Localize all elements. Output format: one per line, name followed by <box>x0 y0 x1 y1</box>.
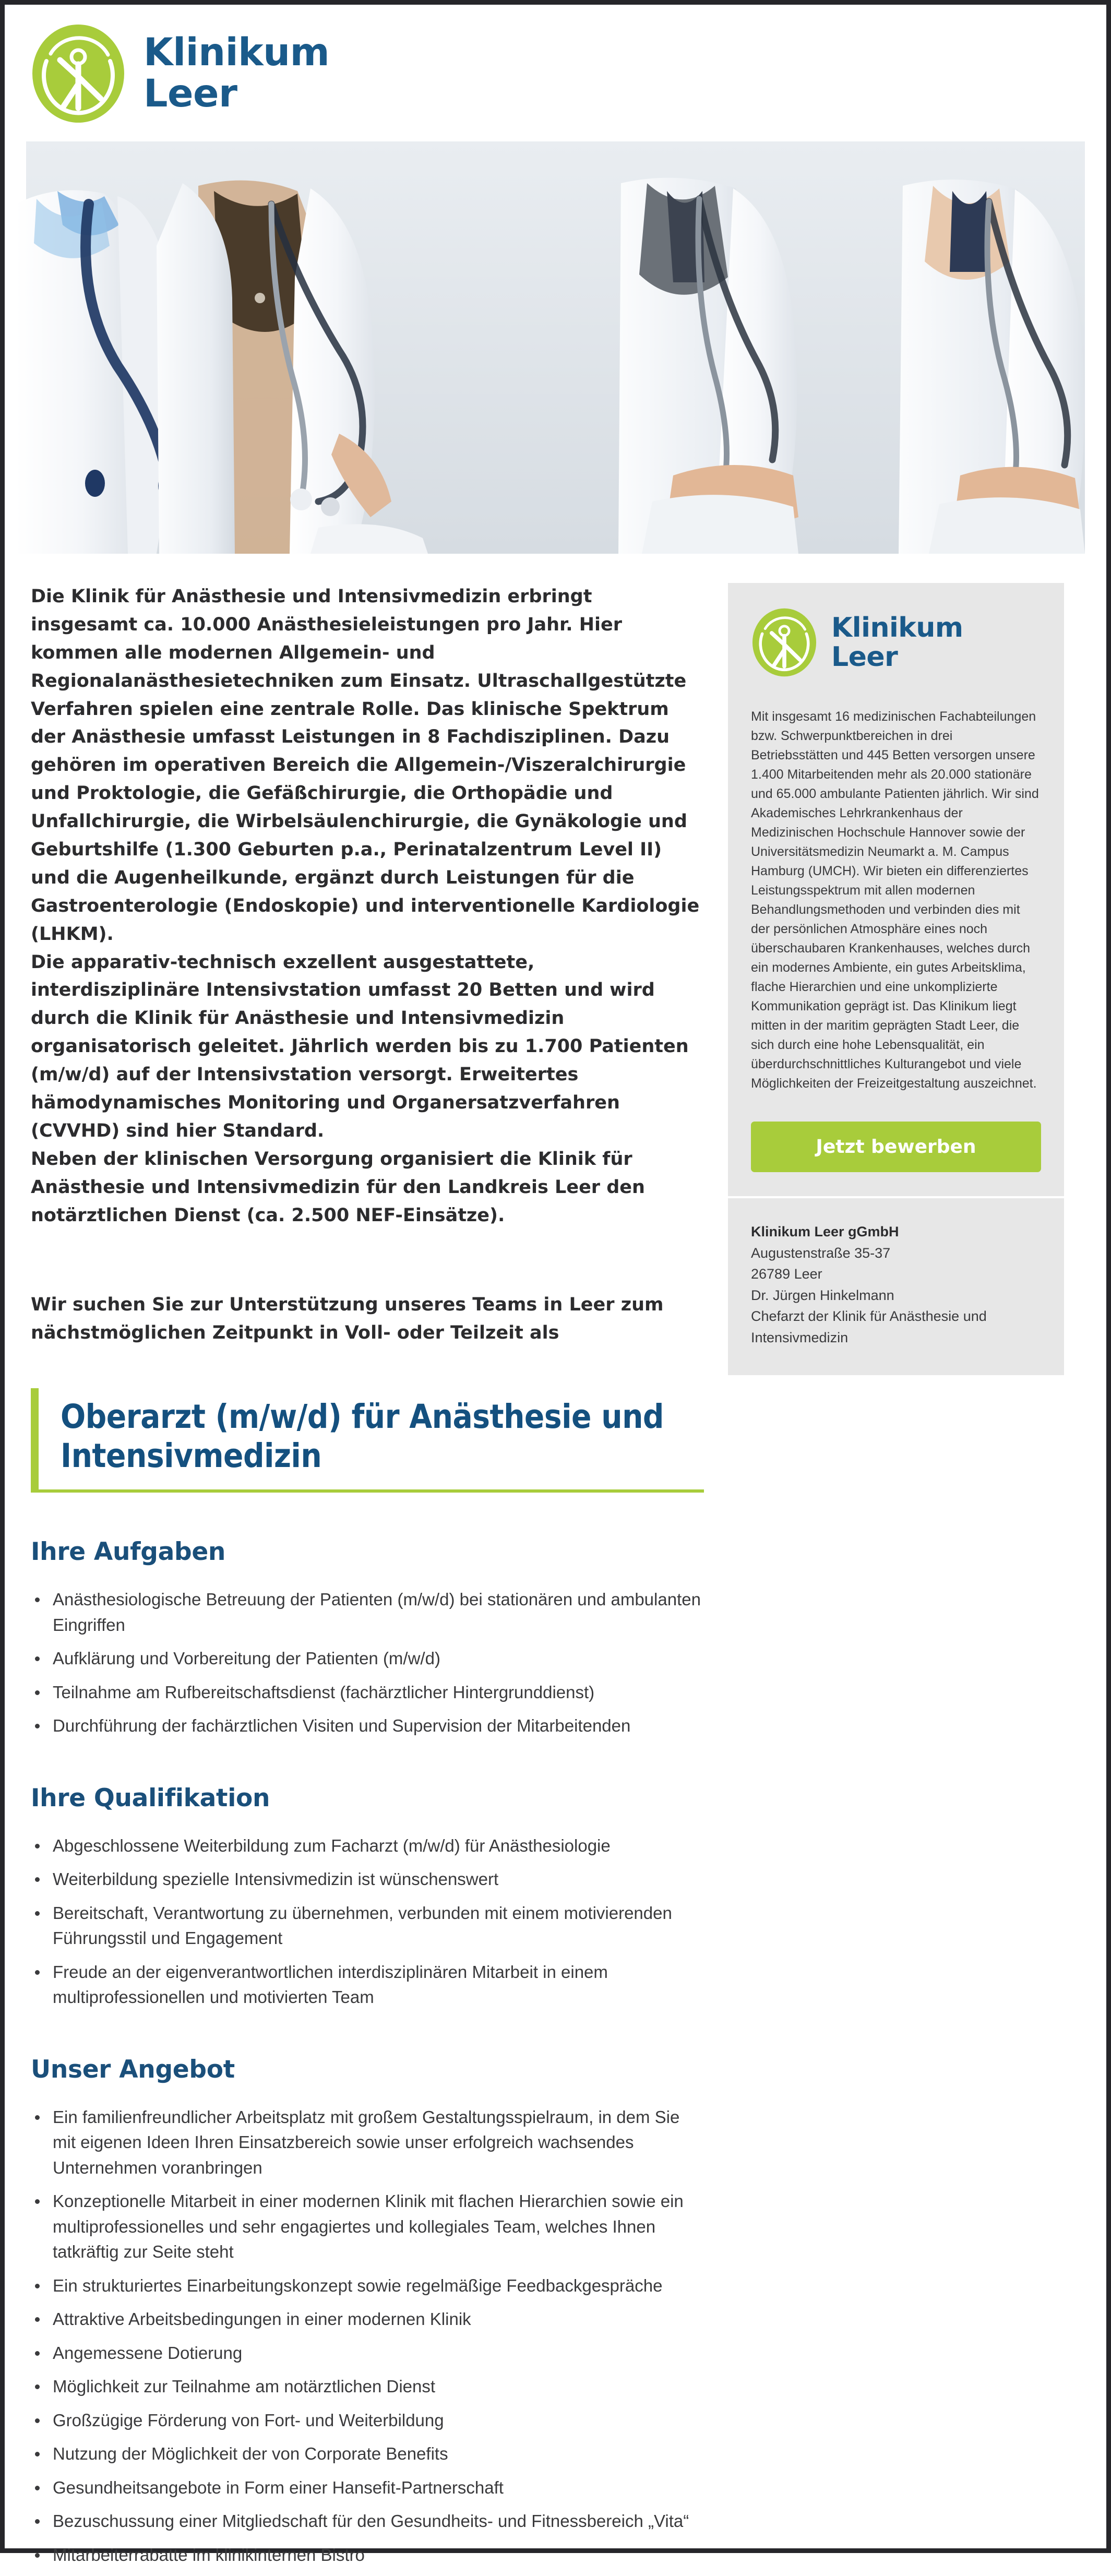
list-item: Durchführung der fachärztlichen Visiten und Supervision der Mitarbeitenden <box>31 1713 704 1739</box>
intro-text-block <box>31 583 704 1230</box>
qualifikation-list <box>31 1833 704 2010</box>
list-item: Attraktive Arbeitsbedingungen in einer modernen Klinik <box>31 2307 704 2332</box>
sidebar-brand-wordmark <box>831 613 963 672</box>
list-item: Großzügige Förderung von Fort- und Weiterbildung <box>31 2408 704 2434</box>
section-heading: Ihre Qualifikation <box>31 1783 270 1812</box>
list-item: Abgeschlossene Weiterbildung zum Facharzt (m/w/d) für Anästhesiologie <box>31 1833 704 1859</box>
list-item: Anästhesiologische Betreuung der Patienten (m/w/d) bei stationären und ambulanten Eingriffen <box>31 1587 704 1638</box>
brand-name-line2: Leer <box>144 71 237 116</box>
list-item: Bereitschaft, Verantwortung zu übernehmen, verbunden mit einem motivierenden Führungsstil und Engagement <box>31 1901 704 1951</box>
intro-paragraph-2: Die apparativ-technisch exzellent ausgestattete, interdisziplinäre Intensivstation umfasst 20 Betten und wird durch die Klinik für Anästhesie und Intensivmedizin organisatorisch geleitet. Jährlich werden bis zu 1.700 Patienten (m/w/d) auf der Intensivstation versorgt. Erweitertes hämodynamisches Monitoring und Organersatzverfahren (CVVHD) sind hier Standard. <box>31 951 689 1141</box>
angebot-list <box>31 2105 704 2568</box>
list-item: Angemessene Dotierung <box>31 2341 704 2366</box>
aufgaben-list <box>31 1587 704 1739</box>
list-item: Ein strukturiertes Einarbeitungskonzept sowie regelmäßige Feedbackgespräche <box>31 2273 704 2299</box>
contact-street: Augustenstraße 35-37 <box>751 1245 891 1261</box>
brand-name-line2: Leer <box>831 641 898 673</box>
list-item: Freude an der eigenverantwortlichen interdisziplinären Mitarbeit in einem multiprofessionellen und motivierten Team <box>31 1960 704 2010</box>
section-unser-angebot <box>31 2055 704 2568</box>
klinikum-leer-logo-icon <box>751 607 818 678</box>
list-item: Konzeptionelle Mitarbeit in einer modernen Klinik mit flachen Hierarchien sowie ein multiprofessionelles und sehr engagiertes und kollegiales Team, welches Ihnen tatkräftig zur Seite steht <box>31 2189 704 2265</box>
job-title-block <box>31 1388 704 1493</box>
section-heading: Ihre Aufgaben <box>31 1537 226 1567</box>
sidebar-card <box>728 583 1064 1375</box>
brand-name-line1: Klinikum <box>831 612 963 643</box>
contact-person: Dr. Jürgen Hinkelmann <box>751 1287 894 1303</box>
contact-organisation: Klinikum Leer gGmbH <box>751 1224 899 1239</box>
section-heading: Unser Angebot <box>31 2055 235 2084</box>
brand-wordmark <box>144 32 329 115</box>
list-item: Aufklärung und Vorbereitung der Patienten (m/w/d) <box>31 1646 704 1672</box>
section-ihre-aufgaben <box>31 1537 704 1739</box>
intro-paragraph-3: Neben der klinischen Versorgung organisiert die Klinik für Anästhesie und Intensivmedizin für den Landkreis Leer den notärztlichen Dienst (ca. 2.500 NEF-Einsätze). <box>31 1148 645 1226</box>
section-ihre-qualifikation <box>31 1784 704 2010</box>
list-item: Weiterbildung spezielle Intensivmedizin ist wünschenswert <box>31 1867 704 1892</box>
sidebar <box>728 583 1064 1375</box>
list-item: Nutzung der Möglichkeit der von Corporate Benefits <box>31 2441 704 2467</box>
page-content <box>5 554 1106 2576</box>
intro-paragraph-1: Die Klinik für Anästhesie und Intensivmedizin erbringt insgesamt ca. 10.000 Anästhesieleistungen pro Jahr. Hier kommen alle modernen Allgemein- und Regionalanästhesietechniken zum Einsatz. Ultraschallgestützte Verfahren spielen eine zentrale Rolle. Das klinische Spektrum der Anästhesie umfasst Leistungen in 8 Fachdisziplinen. Dazu gehören im operativen Bereich die Allgemein-/Viszeralchirurgie und Proktologie, die Gefäßchirurgie, die Orthopädie und Unfallchirurgie, die Wirbelsäulenchirurgie, die Gynäkologie und Geburtshilfe (1.300 Geburten p.a., Perinatalzentrum Level II) und die Augenheilkunde, ergänzt durch Leistungen für die Gastroenterologie (Endoskopie) und interventionelle Kardiologie (LHKM). <box>31 586 700 945</box>
sidebar-description: Mit insgesamt 16 medizinischen Fachabteilungen bzw. Schwerpunktbereichen in drei Betriebsstätten und 445 Betten versorgen unsere 1.400 Mitarbeitenden mehr als 20.000 stationäre und 65.000 ambulante Patienten jährlich. Wir sind Akademisches Lehrkrankenhaus der Medizinischen Hochschule Hannover sowie der Universitätsmedizin Neumarkt a. M. Campus Hamburg (UMCH). Wir bieten ein differenziertes Leistungsspektrum mit allen modernen Behandlungsmethoden und verbinden dies mit der persönlichen Atmosphäre eines noch überschaubaren Krankenhauses, welches durch ein modernes Ambiente, ein gutes Arbeitsklima, flache Hierarchien und eine unkomplizierte Kommunikation geprägt ist. Das Klinikum liegt mitten in der maritim geprägten Stadt Leer, die sich durch eine hohe Lebensqualität, ein überdurchschnittliches Kulturangebot und viele Möglichkeiten der Freizeitgestaltung auszeichnet. <box>751 709 1039 1091</box>
main-column <box>31 583 704 2576</box>
brand-name-line1: Klinikum <box>144 30 330 75</box>
list-item: Möglichkeit zur Teilnahme am notärztlichen Dienst <box>31 2374 704 2400</box>
sidebar-brand <box>751 607 1041 678</box>
page-title: Oberarzt (m/w/d) für Anästhesie und Intensivmedizin <box>61 1398 664 1475</box>
list-item: Mitarbeiterrabatte im klinikinternen Bistro <box>31 2543 704 2568</box>
page-header <box>5 5 1106 136</box>
list-item: Teilnahme am Rufbereitschaftsdienst (fachärztlicher Hintergrunddienst) <box>31 1680 704 1706</box>
contact-city: 26789 Leer <box>751 1266 822 1282</box>
list-item: Bezuschussung einer Mitgliedschaft für den Gesundheits- und Fitnessbereich „Vita“ <box>31 2509 704 2534</box>
hero-image <box>31 141 1080 554</box>
apply-button[interactable]: Jetzt bewerben <box>751 1122 1041 1172</box>
klinikum-leer-logo-icon <box>31 22 126 125</box>
seeking-statement: Wir suchen Sie zur Unterstützung unseres Teams in Leer zum nächstmöglichen Zeitpunkt in Voll- oder Teilzeit als <box>31 1294 664 1344</box>
contact-role: Chefarzt der Klinik für Anästhesie und Intensivmedizin <box>751 1308 987 1345</box>
contact-block <box>751 1198 1041 1348</box>
list-item: Ein familienfreundlicher Arbeitsplatz mit großem Gestaltungsspielraum, in dem Sie mit eigenen Ideen Ihren Einsatzbereich sowie unser erfolgreich wachsendes Unternehmen voranbringen <box>31 2105 704 2181</box>
list-item: Gesundheitsangebote in Form einer Hansefit-Partnerschaft <box>31 2475 704 2501</box>
